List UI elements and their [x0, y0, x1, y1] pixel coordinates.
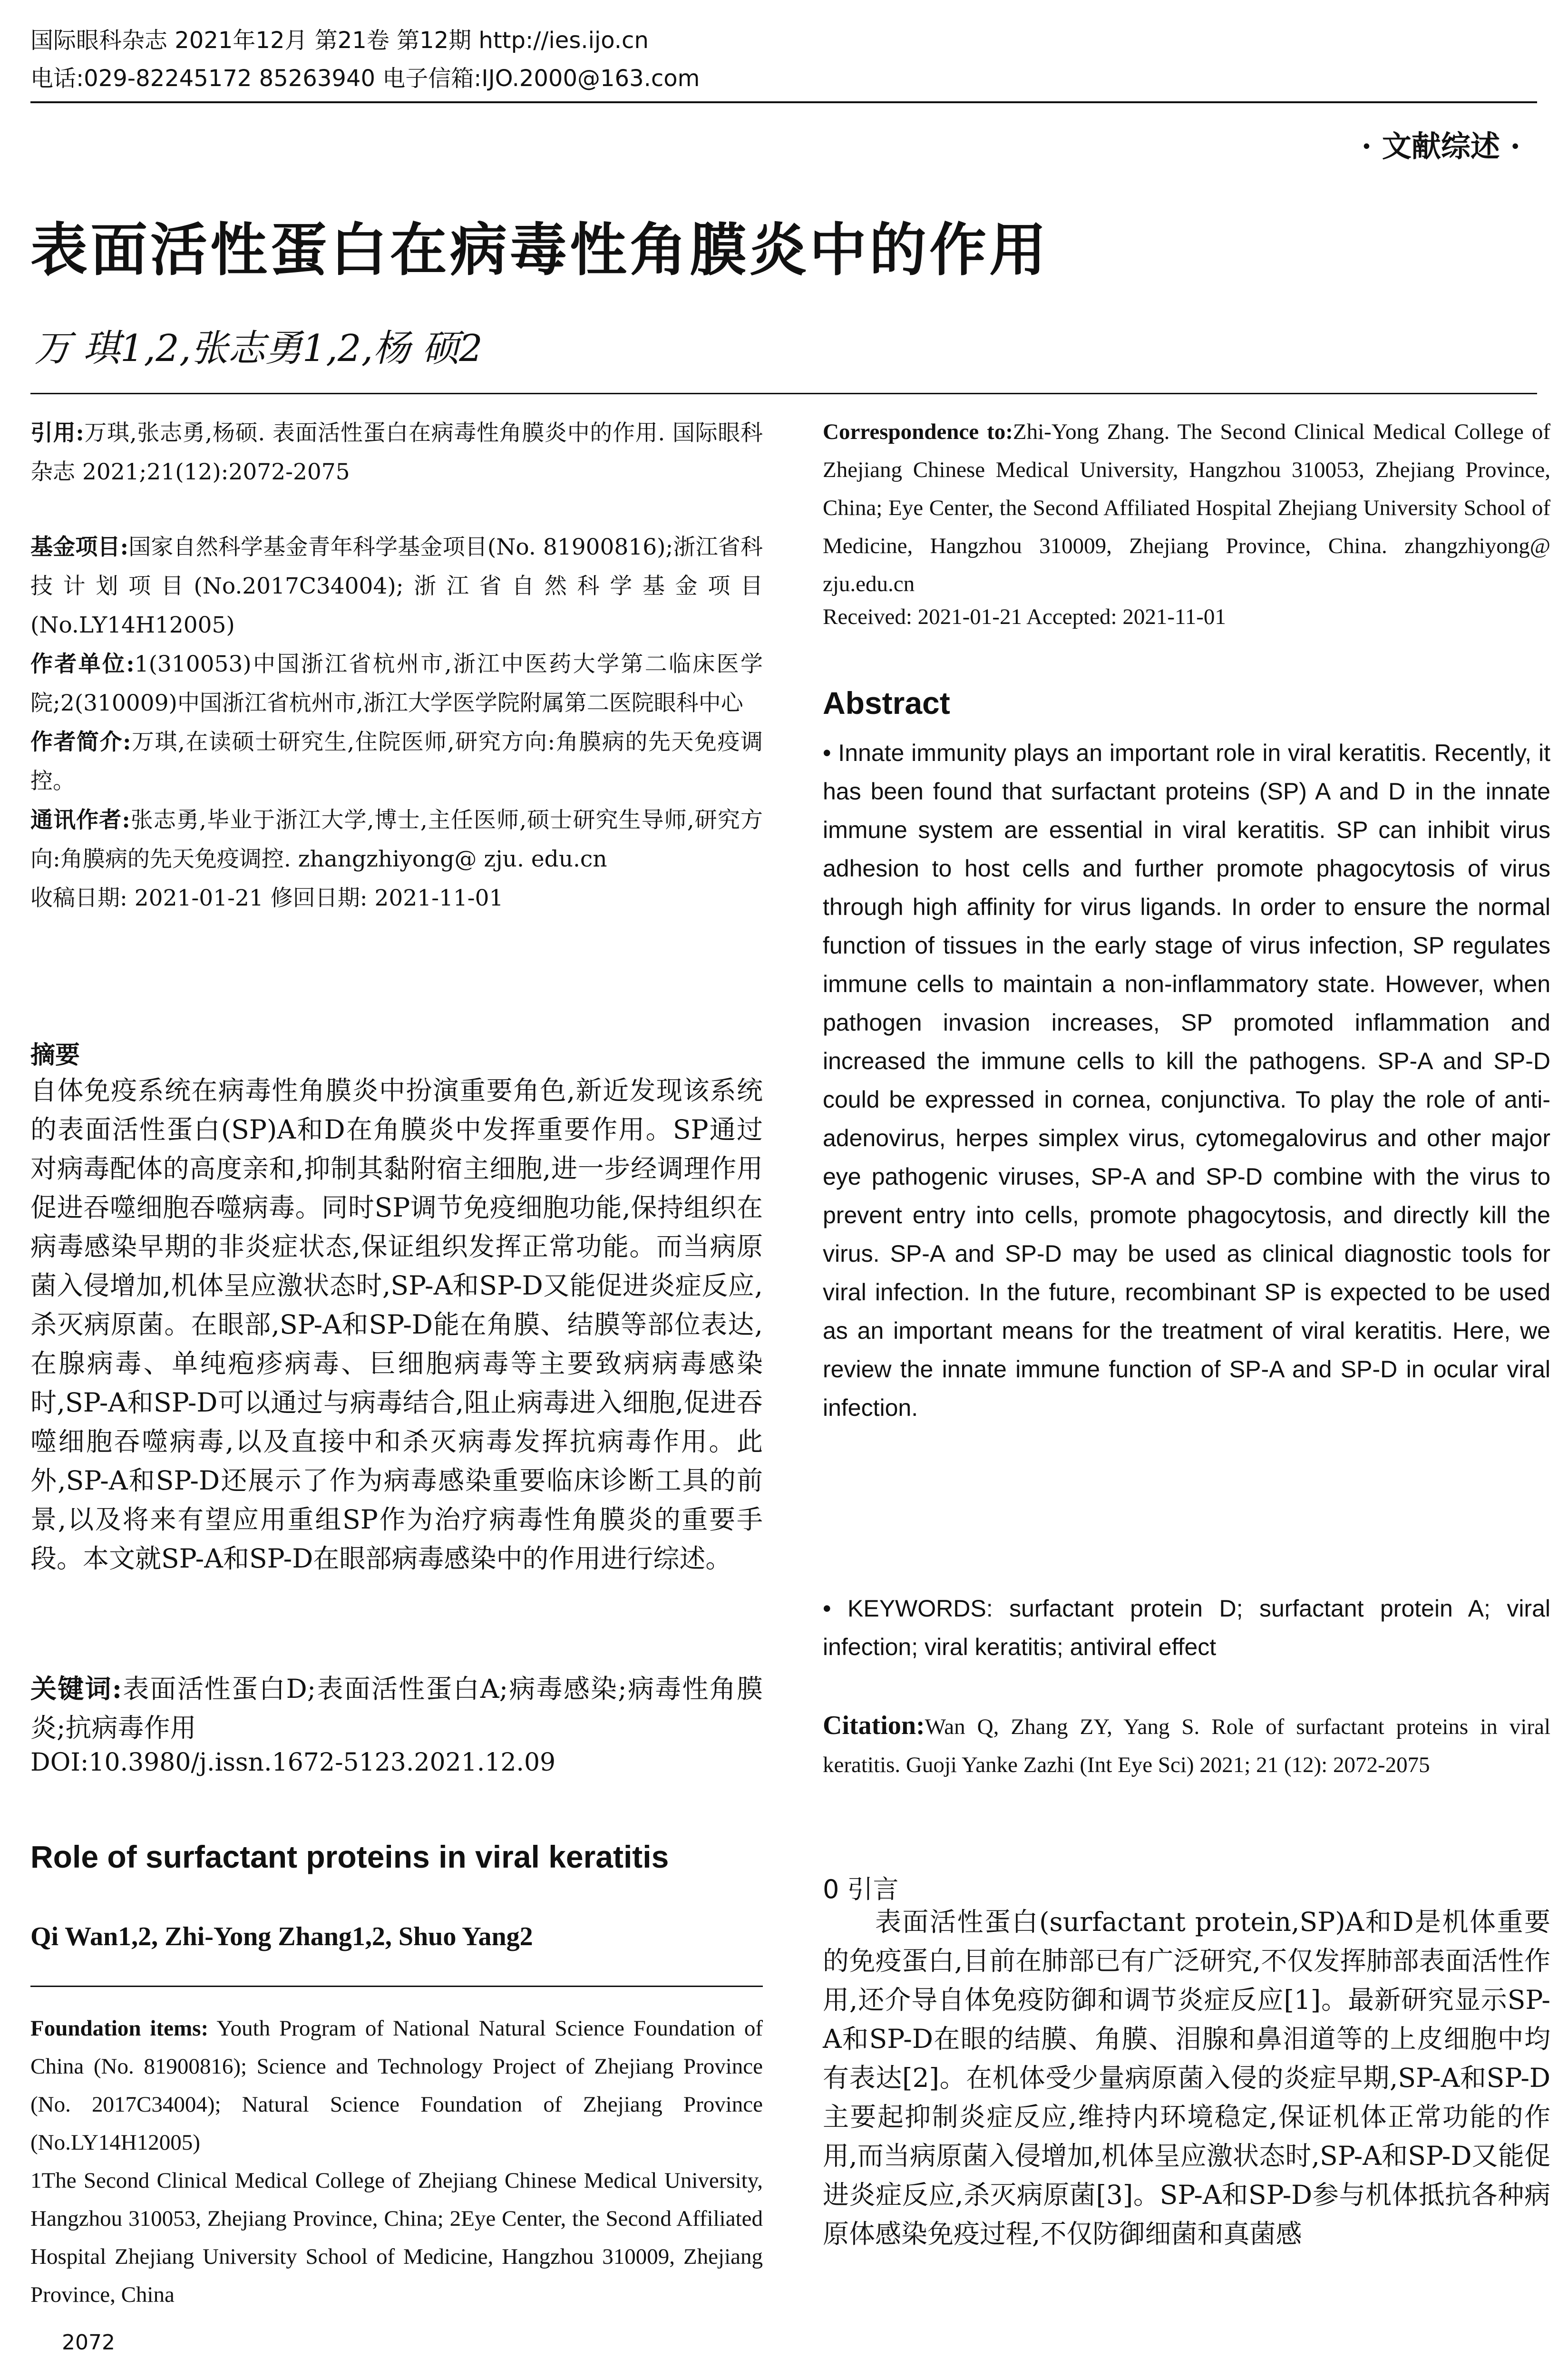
intro-heading: 0 引言 [823, 1874, 899, 1904]
journal-header-line2: 电话:029-82245172 85263940 电子信箱:IJO.2000@163.com [30, 65, 700, 92]
fund-cn: 基金项目:国家自然科学基金青年科学基金项目(No. 81900816);浙江省科技计划项目(No.2017C34004);浙江省自然科学基金项目(No.LY14H12005) [30, 534, 763, 638]
dates-en: Received: 2021-01-21 Accepted: 2021-11-01 [823, 604, 1226, 629]
authors-en-rule [30, 1986, 763, 1987]
header-rule [30, 101, 1537, 103]
abstract-heading-en: Abstract [823, 685, 950, 721]
left-meta-block [30, 414, 763, 918]
intro-body: 表面活性蛋白(surfactant protein,SP)A和D是机体重要的免疫蛋白,目前在肺部已有广泛研究,不仅发挥肺部表面活性作用,还介导自体免疫防御和调节炎症反应[1]。最新研究显示SP-A和SP-D在眼的结膜、角膜、泪腺和鼻泪道等的上皮细胞中均有表达[2]。在机体受少量病原菌入侵的炎症早期,SP-A和SP-D主要起抑制炎症反应,维持内环境稳定,保证机体正常功能的作用,而当病原菌入侵增加,机体呈应激状态时,SP-A和SP-D又能促进炎症反应,杀灭病原菌[3]。SP-A和SP-D参与机体抵抗各种病原体感染免疫过程,不仅防御细菌和真菌感 [823, 1907, 1550, 2249]
corr-cn: 通讯作者:张志勇,毕业于浙江大学,博士,主任医师,硕士研究生导师,研究方向:角膜病的先天免疫调控. zhangzhiyong@ zju. edu.cn [30, 807, 763, 872]
keywords-cn: 关键词:表面活性蛋白D;表面活性蛋白A;病毒感染;病毒性角膜炎;抗病毒作用 [30, 1673, 763, 1743]
affiliations-en: 1The Second Clinical Medical College of Zhejiang Chinese Medical University, Hangzhou 310053, Zhejiang Province, China; 2Eye Center, the Second Affiliated Hospital Zhejiang University School of Medicine, Hangzhou 310009, Zhejiang Province, China [30, 2168, 763, 2307]
page-number: 2072 [62, 2330, 115, 2355]
section-tag: · 文献综述 · [1361, 129, 1520, 164]
bio-cn: 作者简介:万琪,在读硕士研究生,住院医师,研究方向:角膜病的先天免疫调控。 [30, 729, 763, 794]
authors-en: Qi Wan1,2, Zhi-Yong Zhang1,2, Shuo Yang2 [30, 1922, 533, 1951]
correspondence-en: Correspondence to:Zhi-Yong Zhang. The Second Clinical Medical College of Zhejiang Chinese Medical University, Hangzhou 310053, Zhejiang Province, China; Eye Center, the Second Affiliated Hospital Zhejiang University School of Medicine, Hangzhou 310009, Zhejiang Province, China. zhangzhiyong@ zju.edu.cn [823, 419, 1550, 596]
paper-title-en: Role of surfactant proteins in viral keratitis [30, 1839, 669, 1874]
dates-cn: 收稿日期: 2021-01-21 修回日期: 2021-11-01 [30, 885, 504, 911]
title-rule [30, 393, 1537, 394]
keywords-en: • KEYWORDS: surfactant protein D; surfactant protein A; viral infection; viral keratitis; antiviral effect [823, 1595, 1550, 1660]
authors-cn: 万 琪1,2,张志勇1,2,杨 硕2 [34, 327, 483, 370]
abstract-en: • Innate immunity plays an important role in viral keratitis. Recently, it has been found that surfactant proteins (SP) A and D in the innate immune system are essential in viral keratitis. SP can inhibit virus adhesion to host cells and further promote phagocytosis of virus through high affinity for virus ligands. In order to ensure the normal function of tissues in the early stage of virus infection, SP regulates immune cells to maintain a non-inflammatory state. However, when pathogen invasion increases, SP promoted inflammation and increased the immune cells to kill the pathogens. SP-A and SP-D could be expressed in cornea, conjunctiva. To play the role of anti-adenovirus, herpes simplex virus, cytomegalovirus and other major eye pathogenic viruses, SP-A and SP-D combine with the virus to prevent entry into cells, promote phagocytosis, and directly kill the virus. SP-A and SP-D may be used as clinical diagnostic tools for viral infection. In the future, recombinant SP is expected to be used as an important means for the treatment of viral keratitis. Here, we review the innate immune function of SP-A and SP-D in ocular viral infection. [823, 740, 1550, 1421]
unit-cn: 作者单位:1(310053)中国浙江省杭州市,浙江中医药大学第二临床医学院;2(310009)中国浙江省杭州市,浙江大学医学院附属第二医院眼科中心 [30, 651, 763, 716]
doi: DOI:10.3980/j.issn.1672-5123.2021.12.09 [30, 1748, 556, 1777]
paper-title-cn: 表面活性蛋白在病毒性角膜炎中的作用 [30, 217, 1049, 283]
citation-en: Citation:Wan Q, Zhang ZY, Yang S. Role of surfactant proteins in viral keratitis. Guoji Yanke Zazhi (Int Eye Sci) 2021; 21 (12): 2072-2075 [823, 1711, 1550, 1777]
foundation-en: Foundation items: Youth Program of National Natural Science Foundation of China (No. 81900816); Science and Technology Project of Zhejiang Province (No. 2017C34004); Natural Science Foundation of Zhejiang Province (No.LY14H12005) [30, 2016, 763, 2155]
abstract-cn: 自体免疫系统在病毒性角膜炎中扮演重要角色,新近发现该系统的表面活性蛋白(SP)A和D在角膜炎中发挥重要作用。SP通过对病毒配体的高度亲和,抑制其黏附宿主细胞,进一步经调理作用促进吞噬细胞吞噬病毒。同时SP调节免疫细胞功能,保持组织在病毒感染早期的非炎症状态,保证组织发挥正常功能。而当病原菌入侵增加,机体呈应激状态时,SP-A和SP-D又能促进炎症反应,杀灭病原菌。在眼部,SP-A和SP-D能在角膜、结膜等部位表达,在腺病毒、单纯疱疹病毒、巨细胞病毒等主要致病病毒感染时,SP-A和SP-D可以通过与病毒结合,阻止病毒进入细胞,促进吞噬细胞吞噬病毒,以及直接中和杀灭病毒发挥抗病毒作用。此外,SP-A和SP-D还展示了作为病毒感染重要临床诊断工具的前景,以及将来有望应用重组SP作为治疗病毒性角膜炎的重要手段。本文就SP-A和SP-D在眼部病毒感染中的作用进行综述。 [30, 1075, 763, 1574]
journal-header-line1: 国际眼科杂志 2021年12月 第21卷 第12期 http://ies.ijo.cn [30, 27, 649, 54]
citation-cn: 引用:万琪,张志勇,杨硕. 表面活性蛋白在病毒性角膜炎中的作用. 国际眼科杂志 2021;21(12):2072-2075 [30, 420, 763, 485]
abstract-heading-cn: 摘要 [30, 1041, 80, 1070]
